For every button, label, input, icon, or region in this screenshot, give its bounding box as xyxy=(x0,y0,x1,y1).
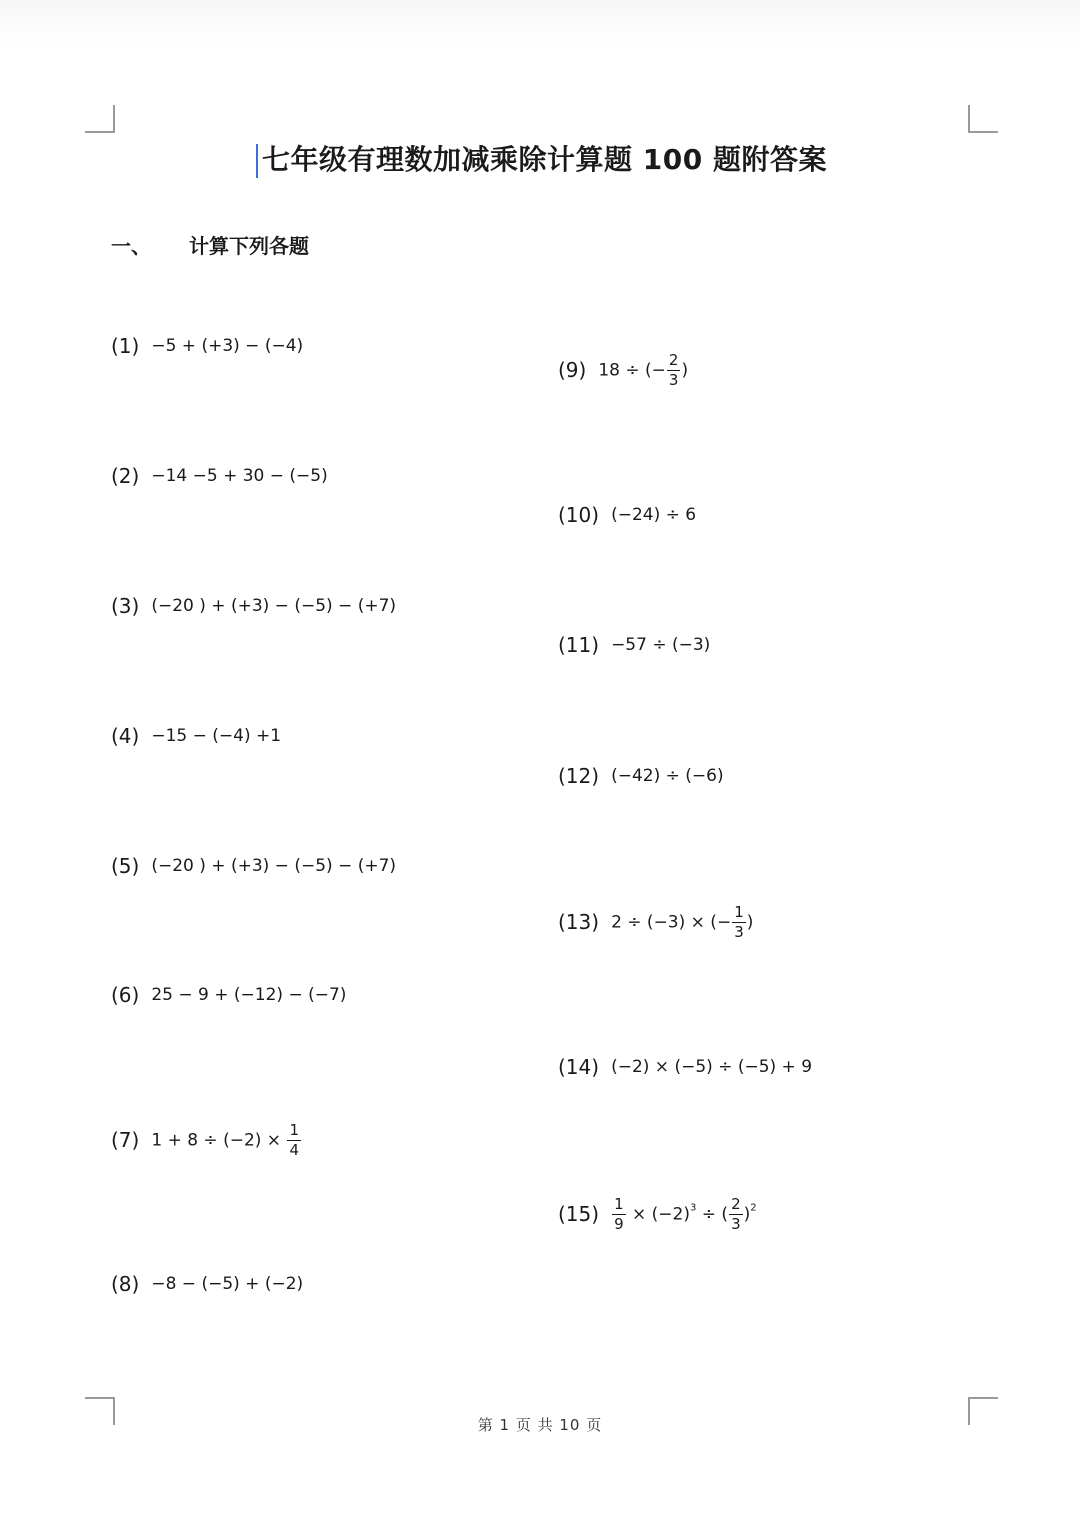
problem-number: (5) xyxy=(111,854,140,878)
problem-3 xyxy=(111,576,396,636)
expression-part: ) xyxy=(681,360,689,380)
exponent: 3 xyxy=(690,1202,697,1213)
fraction-denominator: 3 xyxy=(734,922,744,941)
problem-expression: −57 ÷ (−3) xyxy=(611,635,711,655)
fraction-numerator: 2 xyxy=(731,1194,741,1213)
document-title[interactable]: 七年级有理数加减乘除计算题 100 题附答案 xyxy=(262,143,827,176)
problem-expression: −8 − (−5) + (−2) xyxy=(151,1274,304,1294)
crop-mark-top-right xyxy=(968,105,998,133)
problem-expression: −5 + (+3) − (−4) xyxy=(151,336,304,356)
fraction-denominator: 9 xyxy=(614,1214,624,1233)
crop-mark-top-left xyxy=(85,105,115,133)
expression-part: ) xyxy=(743,1204,751,1224)
problem-expression: (−20 ) + (+3) − (−5) − (+7) xyxy=(151,596,397,616)
fraction xyxy=(729,1194,743,1233)
problem-14 xyxy=(558,1037,812,1097)
problem-11 xyxy=(558,615,710,675)
fraction xyxy=(732,902,746,941)
problem-number: (9) xyxy=(558,358,587,382)
fraction-denominator: 4 xyxy=(289,1140,300,1159)
page-top-shade xyxy=(0,0,1080,46)
problem-5 xyxy=(111,836,396,896)
section-heading xyxy=(111,230,309,259)
problem-2 xyxy=(111,446,328,506)
problem-10 xyxy=(558,485,696,545)
problem-7 xyxy=(111,1110,302,1170)
problem-expression: 25 − 9 + (−12) − (−7) xyxy=(151,985,347,1005)
problem-number: (7) xyxy=(111,1128,140,1152)
fraction-denominator: 3 xyxy=(668,370,679,389)
problem-1 xyxy=(111,316,303,376)
section-number: 一、 xyxy=(111,234,151,258)
problem-9 xyxy=(558,340,688,400)
problem-number: (13) xyxy=(558,910,600,934)
problem-number: (14) xyxy=(558,1055,600,1079)
fraction-numerator: 1 xyxy=(614,1194,624,1213)
page-footer: 第 1 页 共 10 页 xyxy=(477,1416,603,1434)
problem-expression xyxy=(151,1120,302,1159)
problem-number: (1) xyxy=(111,334,140,358)
problem-number: (15) xyxy=(558,1202,600,1226)
expression-part: 18 ÷ (− xyxy=(598,360,666,380)
expression-part: 2 ÷ (−3) × (− xyxy=(611,912,732,932)
problem-number: (4) xyxy=(111,724,140,748)
problem-8 xyxy=(111,1254,303,1314)
problem-6 xyxy=(111,965,346,1025)
fraction-denominator: 3 xyxy=(731,1214,741,1233)
expression-part: × (−2) xyxy=(632,1204,690,1224)
problem-number: (6) xyxy=(111,983,140,1007)
problem-expression: −15 − (−4) +1 xyxy=(151,726,282,746)
problem-number: (8) xyxy=(111,1272,140,1296)
problem-expression xyxy=(611,902,754,941)
fraction-numerator: 1 xyxy=(734,902,744,921)
problem-number: (2) xyxy=(111,464,140,488)
problem-expression xyxy=(611,1194,757,1233)
problem-expression: (−42) ÷ (−6) xyxy=(611,766,724,786)
problem-number: (12) xyxy=(558,764,600,788)
expression-part: ) xyxy=(746,912,754,932)
fraction-numerator: 2 xyxy=(668,350,679,369)
expression-part: 1 + 8 ÷ (−2) × xyxy=(151,1130,282,1150)
problem-13 xyxy=(558,892,753,952)
fraction-numerator: 1 xyxy=(289,1120,300,1139)
problem-number: (3) xyxy=(111,594,140,618)
expression-part: ÷ ( xyxy=(701,1204,729,1224)
exponent: 2 xyxy=(750,1202,757,1213)
fraction xyxy=(667,350,681,389)
fraction xyxy=(612,1194,626,1233)
text-cursor xyxy=(256,144,258,178)
problem-expression xyxy=(598,350,689,389)
problem-expression: (−24) ÷ 6 xyxy=(611,505,697,525)
problem-4 xyxy=(111,706,281,766)
problem-number: (11) xyxy=(558,633,600,657)
problem-15 xyxy=(558,1184,757,1244)
problem-expression: (−20 ) + (+3) − (−5) − (+7) xyxy=(151,856,397,876)
section-label: 计算下列各题 xyxy=(189,234,309,258)
problem-expression: (−2) × (−5) ÷ (−5) + 9 xyxy=(611,1057,813,1077)
fraction xyxy=(287,1120,301,1159)
problem-number: (10) xyxy=(558,503,600,527)
problem-expression: −14 −5 + 30 − (−5) xyxy=(151,466,328,486)
problem-12 xyxy=(558,746,724,806)
